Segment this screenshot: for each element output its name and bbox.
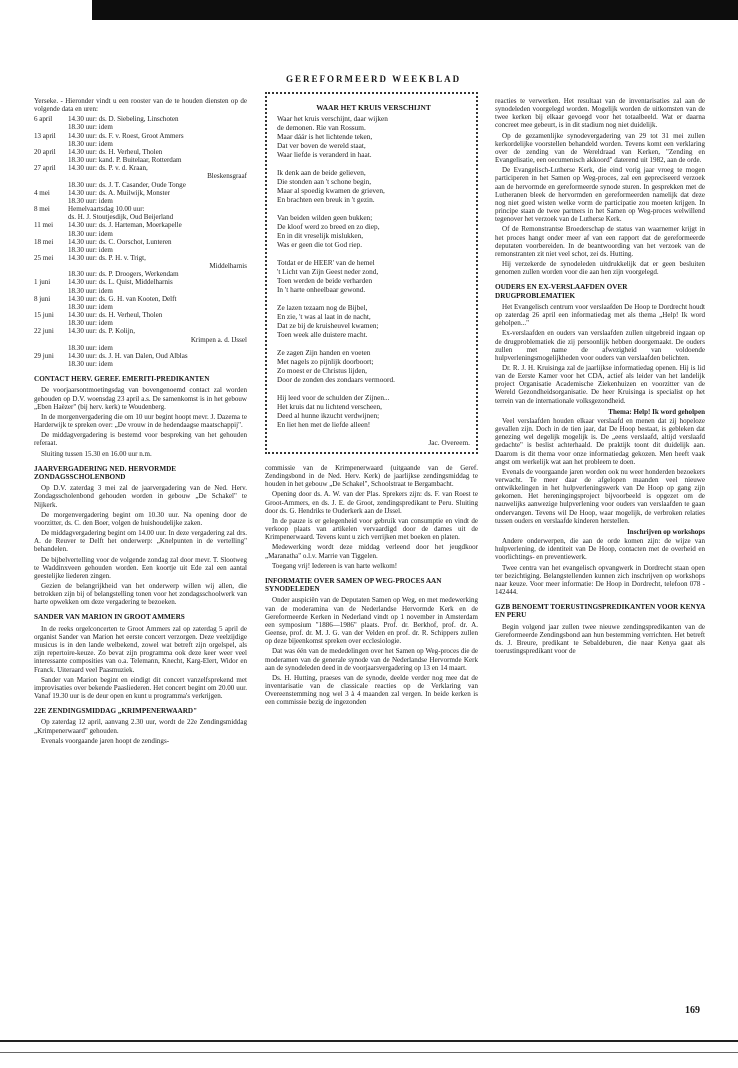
poem-line: Deed al hunne ikzucht verdwijnen;	[277, 411, 380, 420]
column-1	[34, 97, 247, 747]
bottom-rule	[0, 1040, 738, 1042]
poem-stanza	[277, 348, 470, 384]
schedule-row	[34, 278, 247, 286]
paragraph: Ex-verslaafden en ouders van verslaafden zullen uitgebreid ingaan op de drugproblematiek die zij persoonlijk hebben doorgemaakt. De ouders zullen met name de afwezigheid van voldoende hulpverleningsmogelijkheden voor ouders van verslaafden belichten.	[495, 329, 705, 362]
poem-line: Die stonden aan 't schone begin,	[277, 177, 372, 186]
schedule-subentry: 18.30 uur: idem	[68, 286, 113, 295]
schedule-date: 20 april	[34, 147, 56, 156]
schedule-row	[34, 148, 247, 156]
paragraph: Begin volgend jaar zullen twee nieuwe zendingspredikanten van de Gereformeerde Zendingsbond aan hun bestemming verrichten. Het betreft ds. J. Breure, predikant te Sebaldeburen, die naar Kenya gaat als toerustingspredikant voor de	[495, 622, 705, 656]
poem-line: Van beiden wilden geen bukken;	[277, 213, 373, 222]
schedule-entry: 14.30 uur: ds. C. Oorschot, Lunteren	[68, 237, 172, 246]
schedule-entry: 14.30 uur: ds. F. v. Roest, Groot Ammers	[68, 131, 184, 140]
schedule-row	[34, 164, 247, 172]
service-schedule	[34, 115, 247, 368]
paragraph: Dr. R. J. H. Kruisinga zal de jaarlijkse informatiedag openen. Hij is lid van de Eerste Kamer voor het CDA, actief als leider van het landelijk project Organisatie Academische Ziekenhuizen en voorzitter van de Wereld Gezondheidsorganisatie. De heer Kruisinga is specialist op het terrein van de internationale volksgezondheid.	[495, 363, 705, 405]
paragraph: Medewerking wordt deze middag verleend door het jeugdkoor „Maranatha" o.l.v. Marrie van Tiggelen.	[265, 543, 478, 560]
poem-line: Maar dáár is het lichtende teken,	[277, 132, 373, 141]
page-header: GEREFORMEERD WEEKBLAD	[286, 74, 462, 84]
schedule-entry: Hemelvaartsdag 10.00 uur:	[68, 205, 145, 214]
paragraph: In de reeks orgelconcerten te Groot Ammers zal op zaterdag 5 april de organist Sander van Marion het eerste concert verzorgen. Deze veelzijdige musicus is in den lande welbekend, zowel wat betreft zijn orgelspel, als zijn repertoire-keuze. Zo bevat zijn programma ook deze keer weer veel interessante composities van o.a. Telemann, Knecht, Karg-Elert, Widor en Franck. Uiteraard veel Paasmuziek.	[34, 624, 247, 674]
poem-stanza	[277, 114, 470, 159]
poem-stanza	[277, 213, 470, 249]
schedule-subentry: 18.30 uur: idem	[68, 139, 113, 148]
paragraph: reacties te verwerken. Het resultaat van de inventarisaties zal aan de synodeleden voorgelegd worden. Mogelijk worden de uitkomsten van de twee kerken bij elkaar gevoegd voor het totaalbeeld. Wat er daarna concreet mee gebeurt, is in dit stadium nog niet duidelijk.	[495, 97, 705, 130]
schedule-subentry: 18.30 uur: idem	[68, 123, 113, 132]
paragraph: De middagvergadering is bestemd voor bespreking van het gehouden referaat.	[34, 431, 247, 448]
poem-line: Hij leed voor de schulden der Zijnen...	[277, 393, 390, 402]
paragraph: In de morgenvergadering die om 10 uur begint hoopt mevr. J. Dazema te Harderwijk te spreken over: „De vrouw in de hedendaagse maatschappij".	[34, 412, 247, 430]
poem-line: 't Licht van Zijn Geest neder zond,	[277, 267, 379, 276]
schedule-date: 15 juni	[34, 311, 54, 320]
poem-line: Dat ver boven de wereld staat,	[277, 141, 366, 150]
poem-line: Waar liefde is veranderd in haat.	[277, 150, 372, 159]
paragraph: De morgenvergadering begint om 10.30 uur. Na opening door de voorzitter, ds. C. den Boer, volgen de huishoudelijke zaken.	[34, 510, 247, 527]
schedule-intro: Yerseke. - Hieronder vindt u een rooster van de te houden diensten op de volgende data en uren:	[34, 97, 247, 114]
schedule-place: Bleskensgraaf	[207, 172, 247, 181]
schedule-date: 29 juni	[34, 351, 54, 360]
paragraph: Gezien de belangrijkheid van het onderwerp willen wij allen, die betrokken zijn bij of belangstelling tonen voor het zondagsschoolwerk van harte opwekken om deze vergadering te bezoeken.	[34, 582, 247, 607]
schedule-entry: 14.30 uur: ds. A. Muilwijk, Monster	[68, 188, 170, 197]
schedule-entry: 14.30 uur: ds. H. Verheul, Tholen	[68, 311, 163, 320]
paragraph: Sander van Marion begint en eindigt dit concert vanzelfsprekend met improvisaties over bekende Paasliederen. Het concert begint om 20.00 uur. Vanaf 19.30 uur is de deur open en kunt u programma's verkrijgen.	[34, 675, 247, 701]
section-heading: JAARVERGADERING NED. HERVORMDE ZONDAGSSCHOLENBOND	[34, 464, 177, 481]
subheading: Thema: Help! Ik word geholpen	[608, 407, 705, 416]
schedule-subentry: 18.30 uur: kand. P. Buitelaar, Rotterdam	[68, 156, 182, 165]
paragraph: Evenals de voorgaande jaren worden ook nu weer honderden bezoekers verwacht. Te meer daar de afgelopen maanden veel nieuwe ontwikkelingen in het hulpverleningswerk van De Hoop op gang zijn gekomen. Het hereningingsproject bijvoorbeeld is opgezet om de nauwelijks aanwezige hulpverlening voor ouders van verslaafden te gaan ondervangen. Tevens wil De Hoop, waar mogelijk, de verbroken relaties tussen ouders en verslaafde kinderen herstellen.	[495, 467, 705, 525]
poem-line: Ze zagen Zijn handen en voeten	[277, 348, 371, 357]
schedule-date: 1 juni	[34, 278, 51, 287]
poem-line: Door de zonden des zondaars vermoord.	[277, 375, 395, 384]
schedule-date: 18 mei	[34, 237, 54, 246]
schedule-row	[34, 238, 247, 246]
poem-line: En in dit vreselijk mislukken,	[277, 231, 364, 240]
schedule-date: 4 mei	[34, 188, 50, 197]
paragraph: Op zaterdag 12 april, aanvang 2.30 uur, wordt de 22e Zendingsmiddag „Krimpenerwaard" gehouden.	[34, 718, 247, 735]
paragraph: De bijbelvertelling voor de volgende zondag zal door mevr. T. Slootweg te Waddinxveen gehouden worden. Een koortje uit Ede zal een aantal geestelijke liederen zingen.	[34, 555, 247, 580]
paragraph: Onder auspiciën van de Deputaten Samen op Weg, en met medewerking van de moderamina van de Nederlandse Hervormde Kerk en de Gereformeerde Kerken in Nederland vindt op 1 november in Amsterdam een symposium "1886—1986" plaats. Prof. dr. Berkhof, prof. dr. A. Geense, prof. dr. M. J. G. van der Velden en prof. dr. R. Schippers zullen op deze bijeenkomst spreken over ecclesiologie.	[265, 596, 478, 646]
schedule-date: 13 april	[34, 131, 56, 140]
poem-line: En liet hen met de liefde alleen!	[277, 420, 371, 429]
schedule-entry: 14.30 uur: ds. P. H. v. Trigt,	[68, 253, 146, 262]
column-2	[265, 97, 478, 709]
schedule-entry: 14.30 uur: ds. J. Harteman, Moerkapelle	[68, 221, 182, 230]
poem-stanza	[277, 168, 470, 204]
paragraph: Toegang vrij! Iedereen is van harte welkom!	[272, 561, 398, 570]
schedule-subentry: 18.30 uur: ds. P. Droogers, Werkendam	[68, 270, 179, 279]
schedule-row	[34, 132, 247, 140]
poem-line: Was er geen die tot God riep.	[277, 240, 363, 249]
poem-line: Het kruis dat nu lichtend verscheen,	[277, 402, 382, 411]
schedule-entry: 14.30 uur: ds. L. Quist, Middelharnis	[68, 278, 173, 287]
schedule-row	[34, 352, 247, 360]
scan-top-shadow	[92, 0, 738, 20]
poem-box	[265, 92, 478, 454]
schedule-row	[34, 205, 247, 213]
section-heading: INFORMATIE OVER SAMEN OP WEG-PROCES AAN SYNODELEDEN	[265, 576, 442, 594]
schedule-entry: 14.30 uur: ds. P. v. d. Kraan,	[68, 164, 148, 173]
paragraph: Of de Remonstrantse Broederschap de status van waarnemer krijgt in het proces hangt onder meer af van een rapport dat de gereformeerde deputaten voorbereiden. In de beantwoording van het verzoek van de remonstranten zit niet veel schot, zei ds. Hutting.	[495, 225, 705, 258]
paragraph: Op D.V. zaterdag 3 mei zal de jaarvergadering van de Ned. Herv. Zondagsscholenbond gehouden worden in gebouw „De Schakel" te Nijkerk.	[34, 484, 247, 509]
schedule-subentry: 18.30 uur: idem	[68, 319, 113, 328]
paragraph: Veel verslaafden houden elkaar verslaafd en menen dat zij hopeloze gevallen zijn. Doch in de tien jaar, dat De Hoop bestaat, is gebleken dat genezing wel degelijk mogelijk is. De „eens verslaafd, altijd verslaafd gedachte" is beslist achterhaald. De praktijk toont dit duidelijk aan. Daarom is dit thema voor onze informatiedag gekozen. Men heeft vaak angst om werkelijk wat aan het probleem te doen.	[495, 416, 705, 466]
schedule-row	[34, 221, 247, 229]
schedule-row	[34, 189, 247, 197]
poem-author: Jac. Overeem.	[428, 438, 470, 447]
poem-line: En brachten een breuk in 't gezin.	[277, 195, 375, 204]
section-heading: SANDER VAN MARION IN GROOT AMMERS	[34, 613, 185, 622]
section-heading: GZB BENOEMT TOERUSTINGSPREDIKANTEN VOOR KENYA EN PERU	[495, 603, 705, 620]
schedule-subentry: ds. H. J. Stoutjesdijk, Oud Beijerland	[68, 213, 174, 222]
poem-line: In 't harte onheelbaar gewond.	[277, 285, 366, 294]
schedule-entry: 14.30 uur: ds. J. H. van Dalen, Oud Alblas	[68, 351, 188, 360]
schedule-date: 25 mei	[34, 253, 54, 262]
paragraph: De Evangelisch-Lutherse Kerk, die eind vorig jaar vroeg te mogen participeren in het Samen op Weg-proces, zal een gepreciseerd verzoek aan de hervormde en gereformeerde synode sturen. In gesprekken met de Lutheranen bleek de hervormden en gereformeerden namelijk dat deze nog niet goed wisten welke vorm de participatie zou moeten krijgen. In principe staan de twee partners in het Samen op Weg-proces welwillend tegenover het verzoek van de Lutherse Kerk.	[495, 166, 705, 224]
poem-line: Dat ze bij de kruisheuvel kwamen;	[277, 321, 379, 330]
schedule-entry: 14.30 uur: ds. G. H. van Kooten, Delft	[68, 294, 177, 303]
schedule-subentry: 18.30 uur: idem	[68, 343, 113, 352]
poem-stanza	[277, 258, 470, 294]
schedule-place: Middelharnis	[209, 262, 247, 271]
schedule-date: 27 april	[34, 164, 56, 173]
poem-body	[277, 114, 470, 429]
schedule-date: 22 juni	[34, 327, 54, 336]
poem-line: Ik denk aan de beide gelieven,	[277, 168, 366, 177]
poem-line: Waar het kruis verschijnt, daar wijken	[277, 114, 388, 123]
schedule-subentry: 18.30 uur: idem	[68, 245, 113, 254]
paragraph: Opening door ds. A. W. van der Plas. Sprekers zijn: ds. F. van Roest te Groot-Ammers, en ds. J. E. de Groot, zendingspredikant te Peru. Sluiting door ds. G. Hendriks te Ouderkerk aan de IJssel.	[265, 490, 478, 515]
paragraph: Andere onderwerpen, die aan de orde komen zijn: de wijze van hulpverlening, de identiteit van De Hoop, contacten met de overheid en voorlichtings- en preventiewerk.	[495, 537, 705, 562]
poem-line: Met nagels zo pijnlijk doorboort;	[277, 357, 374, 366]
poem-stanza	[277, 303, 470, 339]
poem-stanza	[277, 393, 470, 429]
poem-line: Zo moest er de Christus lijden,	[277, 366, 367, 375]
schedule-date: 6 april	[34, 115, 53, 124]
schedule-subentry: 18.30 uur: idem	[68, 360, 113, 368]
schedule-subentry: 18.30 uur: idem	[68, 302, 113, 311]
paragraph: Evenals voorgaande jaren hoopt de zendings-	[41, 736, 170, 745]
schedule-place: Krimpen a. d. IJssel	[190, 335, 247, 344]
page-number: 169	[685, 1005, 700, 1016]
paragraph: In de pauze is er gelegenheid voor gebruik van consumptie en vindt de verkoop plaats van artikelen vervaardigd door de dames uit de Krimpenerwaard. Tevens kunt u zich verrijken met boeken en platen.	[265, 516, 478, 542]
schedule-entry: 14.30 uur: ds. H. Verheul, Tholen	[68, 147, 163, 156]
bottom-rule-thin	[0, 1052, 738, 1053]
paragraph: Ds. H. Hutting, praeses van de synode, deelde verder nog mee dat de inventarisatie van de classicale reacties op de Verklaring van Overeenstemming nog wel 3 à 4 maanden zal vergen. In beide kerken is een commissie bezig de ingezonden	[265, 673, 478, 707]
poem-line: De kloof werd zo breed en zo diep,	[277, 222, 380, 231]
schedule-row	[34, 115, 247, 123]
paragraph: commissie van de Krimpenerwaard (uitgaande van de Geref. Zendingsbond in de Ned. Herv. Kerk) de jaarlijkse zendingsmiddag te houden in het gebouw „De Schakel", Schoolstraat te Bergambacht.	[265, 464, 478, 489]
section-heading: 22E ZENDINGSMIDDAG „KRIMPENERWAARD"	[34, 707, 198, 716]
schedule-subentry: 18.30 uur: idem	[68, 229, 113, 238]
section-heading: OUDERS EN EX-VERSLAAFDEN OVER DRUGPROBLEMATIEK	[495, 283, 628, 300]
poem-line: Maar al spoedig kwamen de grieven,	[277, 186, 385, 195]
paragraph: Hij verzekerde de synodeleden uitdrukkelijk dat er geen besluiten genomen zullen worden voor die aan hen zijn voorgelegd.	[495, 259, 705, 277]
schedule-entry: 14.30 uur: ds. D. Siebeling, Linschoten	[68, 115, 179, 124]
poem-line: de demonen. Rie van Rossum.	[277, 123, 366, 132]
schedule-subentry: 18.30 uur: idem	[68, 196, 113, 205]
schedule-date: 11 mei	[34, 221, 54, 230]
poem-line: Totdat er de HEER' van de hemel	[277, 258, 375, 267]
poem-line: Ze lazen tezaam nog de Bijbel,	[277, 303, 368, 312]
schedule-row	[34, 295, 247, 303]
paragraph: Het Evangelisch centrum voor verslaafden De Hoop te Dordrecht houdt op zaterdag 26 april een informatiedag met als thema „Help! Ik word geholpen..."	[495, 302, 705, 328]
schedule-subentry: 18.30 uur: ds. J. T. Casander, Oude Tonge	[68, 180, 186, 189]
schedule-date: 8 juni	[34, 294, 51, 303]
schedule-row	[34, 254, 247, 262]
schedule-row	[34, 327, 247, 335]
scan-top-band	[0, 0, 738, 20]
paragraph: De voorjaarsontmoetingsdag van bovengenoemd contact zal worden gehouden op D.V. woensdag 23 april a.s. De samenkomst is in het gebouw „Eben Haëzer" (bij herv. kerk) te Woudenberg.	[34, 386, 247, 411]
paragraph: Op de gezamenlijke synodevergadering van 29 tot 31 mei zullen kerkordelijke voorstellen behandeld worden. Tevens komt een verklaring over de zending van de Wereldraad van Kerken, "Zending en Evangelisatie, een oecumenisch akkoord" daterend uit 1982, aan de orde.	[495, 131, 705, 165]
paragraph: Sluiting tussen 15.30 en 16.00 uur n.m.	[41, 449, 152, 458]
paragraph: Twee centra van het evangelisch opvangwerk in Dordrecht staan open ter bezichtiging. Belangstellenden kunnen zich inschrijven op workshops naar keuze. Voor meer informatie: De Hoop in Dordrecht, telefoon 078 - 142444.	[495, 563, 705, 597]
paragraph: De middagvergadering begint om 14.00 uur. In deze vergadering zal drs. A. de Reuver te Delft het onderwerp: „Knelpunten in de vertelling" behandelen.	[34, 529, 247, 554]
schedule-row	[34, 311, 247, 319]
section-heading: CONTACT HERV. GEREF. EMERITI-PREDIKANTEN	[34, 375, 210, 384]
paragraph: Dat was één van de mededelingen over het Samen op Weg-proces die de moderamen van de generale synode van de Nederlandse Hervormde Kerk aan de synodeleden deed in de voorjaarsvergadering op 13 en 14 maart.	[265, 647, 478, 672]
poem-line: En zie, 't was al laat in de nacht,	[277, 312, 371, 321]
poem-line: Toen week alle duistere macht.	[277, 330, 368, 339]
poem-title: WAAR HET KRUIS VERSCHIJNT	[316, 103, 431, 112]
schedule-date: 8 mei	[34, 205, 50, 214]
poem-line: Toen werden de beide verharden	[277, 276, 373, 285]
subheading: Inschrijven op workshops	[627, 527, 705, 536]
column-3	[495, 97, 705, 657]
schedule-entry: 14.30 uur: ds. P. Kolijn,	[68, 327, 135, 336]
